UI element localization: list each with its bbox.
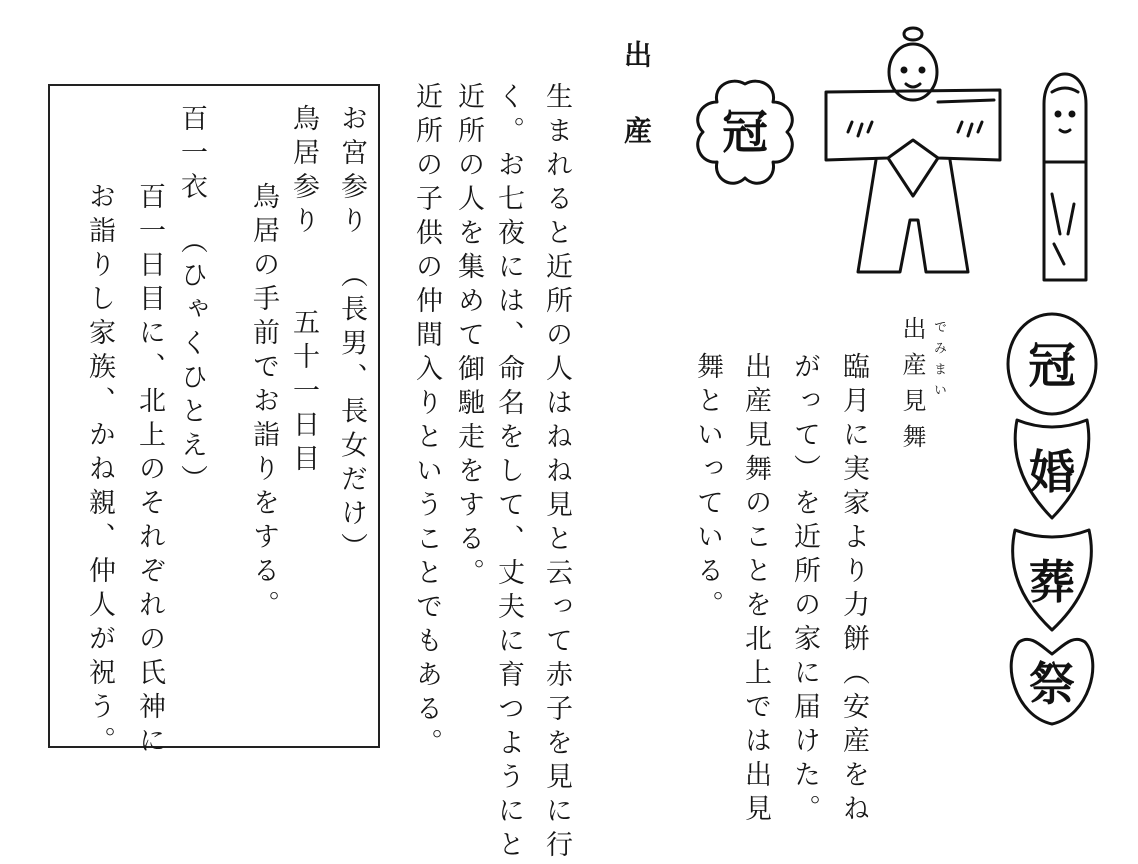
mimai-column: 臨月に実家より力餅（安産をね: [838, 352, 869, 828]
main-text-column: 近所の人を集めて御馳走をする。: [453, 82, 484, 592]
inset-line: 鳥居参り 五十一日目: [288, 104, 319, 478]
mimai-column: がって）を近所の家に届けた。: [789, 352, 820, 828]
kankonsosai-badge-stack: [997, 312, 1107, 732]
mimai-heading: 出産見舞: [898, 316, 926, 460]
kokeshi-figure-illustration: [1030, 44, 1100, 284]
ceremonial-figure-illustration: [818, 20, 1008, 280]
inset-line: 百一日目に、北上のそれぞれの氏神に: [134, 182, 165, 760]
badge-char-kan: 冠: [1027, 338, 1077, 394]
inset-box: [48, 84, 380, 760]
badge-char-so: 葬: [1029, 555, 1075, 609]
badge-char-sai: 祭: [1029, 657, 1075, 711]
inset-line: 鳥居の手前でお詣りをする。: [248, 182, 279, 624]
main-text-column: 近所の子供の仲間入りということでもある。: [411, 82, 442, 762]
inset-line: 百一衣 （ひゃくひとえ）: [176, 104, 207, 499]
inset-line: お宮参り （長男、長女だけ）: [336, 104, 367, 567]
main-text-column: く。お七夜には、命名をして、丈夫に育つようにと: [493, 82, 524, 864]
mimai-column: 出産見舞のことを北上では出見: [740, 352, 771, 828]
section-heading: 出 産: [620, 40, 653, 154]
inset-line: お詣りし家族、かね親、仲人が祝う。: [84, 182, 115, 760]
badge-char-kon: 婚: [1029, 445, 1075, 499]
mimai-column: 舞といっている。: [692, 352, 723, 624]
mimai-ruby: でみまい: [931, 320, 946, 404]
flower-badge: [685, 72, 805, 192]
main-text-column: 生まれると近所の人はねね見と云って赤子を見に行: [541, 82, 572, 864]
flower-badge-char: 冠: [722, 105, 768, 159]
